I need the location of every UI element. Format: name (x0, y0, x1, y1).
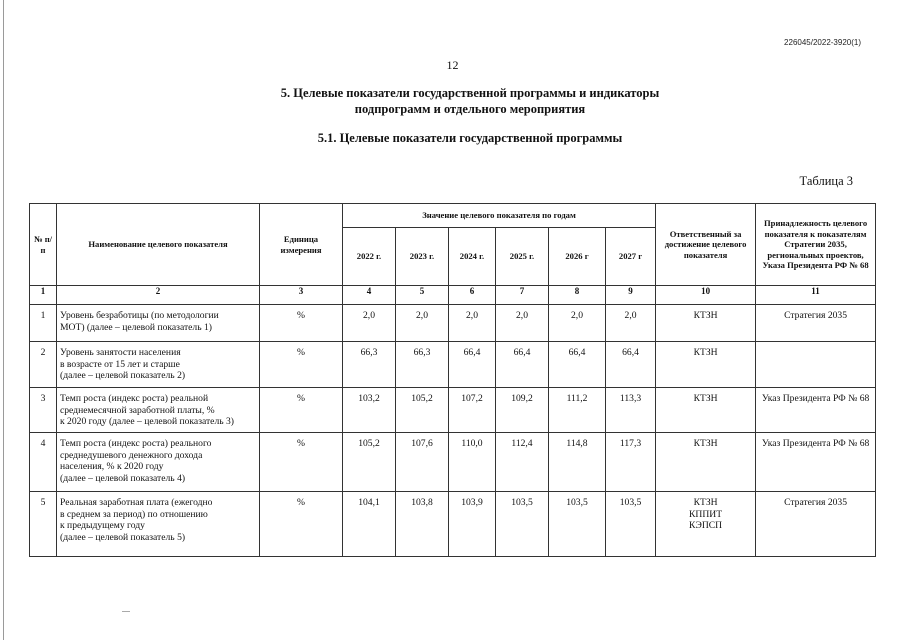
indicator-name-line: населения, % к 2020 году (60, 461, 164, 472)
indicators-table (29, 203, 876, 557)
belonging-cell: Указ Президента РФ № 68 (756, 433, 876, 492)
document-code: 226045/2022-3920(1) (784, 38, 861, 47)
value-cell: 114,8 (549, 433, 606, 492)
indicator-name-line: Темп роста (индекс роста) реального (60, 438, 212, 449)
header-responsible: Ответственный за достижение целевого показателя (656, 204, 756, 286)
unit-cell: % (260, 342, 343, 388)
value-cell: 103,5 (606, 492, 656, 557)
column-number: 1 (30, 286, 57, 305)
row-number: 5 (30, 492, 57, 557)
indicator-name (57, 492, 260, 557)
belonging-cell: Стратегия 2035 (756, 305, 876, 342)
page-number: 12 (446, 58, 459, 72)
value-cell: 107,2 (449, 388, 496, 433)
value-cell: 103,2 (343, 388, 396, 433)
row-number: 2 (30, 342, 57, 388)
indicator-name-line: в среднем за период) по отношению (60, 508, 208, 520)
value-cell: 2,0 (549, 305, 606, 342)
value-cell: 103,5 (496, 492, 549, 557)
section-heading-line: 5. Целевые показатели государственной программы и индикаторы (280, 86, 660, 100)
responsible-entry: КППИТ (689, 508, 723, 520)
unit-cell: % (260, 433, 343, 492)
value-cell: 66,4 (606, 342, 656, 388)
indicator-name-line: (далее – целевой показатель 5) (60, 531, 186, 543)
column-number-row (30, 286, 876, 305)
responsible-cell (656, 305, 756, 342)
header-unit: Единица измерения (260, 204, 343, 286)
responsible-entry: КТЗН (693, 497, 718, 508)
header-values-group: Значение целевого показателя по годам (343, 204, 656, 228)
value-cell: 111,2 (549, 388, 606, 433)
responsible-entry: КТЗН (693, 310, 718, 321)
table-row (30, 433, 876, 492)
section-heading (170, 85, 770, 117)
responsible-cell (656, 342, 756, 388)
responsible-cell (656, 388, 756, 433)
column-number: 3 (260, 286, 343, 305)
value-cell: 109,2 (496, 388, 549, 433)
value-cell: 2,0 (343, 305, 396, 342)
responsible-entry: КТЗН (693, 347, 718, 358)
value-cell: 66,4 (549, 342, 606, 388)
header-num: № п/п (30, 204, 57, 286)
unit-cell: % (260, 305, 343, 342)
indicator-name-line: среднемесячной заработной платы, % (60, 404, 215, 416)
section-heading-line: подпрограмм и отдельного мероприятия (354, 102, 586, 116)
header-name: Наименование целевого показателя (57, 204, 260, 286)
table-row (30, 342, 876, 388)
column-number: 10 (656, 286, 756, 305)
unit-cell: % (260, 492, 343, 557)
value-cell: 66,3 (396, 342, 449, 388)
header-year: 2025 г. (496, 228, 549, 286)
row-number: 3 (30, 388, 57, 433)
indicator-name (57, 433, 260, 492)
column-number: 9 (606, 286, 656, 305)
responsible-entry: КЭПСП (689, 520, 723, 531)
column-number: 6 (449, 286, 496, 305)
value-cell: 2,0 (396, 305, 449, 342)
belonging-cell (756, 342, 876, 388)
value-cell: 66,4 (496, 342, 549, 388)
value-cell: 105,2 (343, 433, 396, 492)
value-cell: 66,3 (343, 342, 396, 388)
value-cell: 2,0 (496, 305, 549, 342)
row-number: 1 (30, 305, 57, 342)
responsible-cell (656, 492, 756, 557)
indicator-name-line: (далее – целевой показатель 2) (60, 370, 186, 381)
responsible-entry: КТЗН (693, 438, 718, 449)
value-cell: 110,0 (449, 433, 496, 492)
responsible-entry: КТЗН (693, 393, 718, 404)
column-number: 4 (343, 286, 396, 305)
indicator-name-line: Реальная заработная плата (ежегодно (60, 497, 213, 508)
indicator-name (57, 342, 260, 388)
indicator-name (57, 388, 260, 433)
column-number: 8 (549, 286, 606, 305)
value-cell: 2,0 (449, 305, 496, 342)
value-cell: 2,0 (606, 305, 656, 342)
header-year: 2024 г. (449, 228, 496, 286)
table-row (30, 305, 876, 342)
header-year: 2023 г. (396, 228, 449, 286)
indicator-name-line: к предыдущему году (60, 520, 145, 531)
header-year: 2022 г. (343, 228, 396, 286)
indicator-name-line: Уровень занятости населения (60, 347, 181, 358)
indicator-name (57, 305, 260, 342)
belonging-cell: Стратегия 2035 (756, 492, 876, 557)
table-header-row (30, 204, 876, 228)
value-cell: 103,9 (449, 492, 496, 557)
indicator-name-line: в возрасте от 15 лет и старше (60, 358, 180, 370)
indicator-name-line: к 2020 году (далее – целевой показатель 3) (60, 416, 234, 427)
value-cell: 103,8 (396, 492, 449, 557)
indicator-name-line: Уровень безработицы (по методологии (60, 310, 219, 321)
value-cell: 105,2 (396, 388, 449, 433)
unit-cell: % (260, 388, 343, 433)
column-number: 7 (496, 286, 549, 305)
value-cell: 112,4 (496, 433, 549, 492)
page-edge-line (3, 0, 4, 640)
subsection-heading: 5.1. Целевые показатели государственной программы (317, 131, 623, 145)
header-year: 2026 г (549, 228, 606, 286)
value-cell: 113,3 (606, 388, 656, 433)
belonging-cell: Указ Президента РФ № 68 (756, 388, 876, 433)
value-cell: 103,5 (549, 492, 606, 557)
table-row (30, 388, 876, 433)
scan-mark (122, 611, 130, 612)
header-year: 2027 г (606, 228, 656, 286)
indicator-name-line: Темп роста (индекс роста) реальной (60, 393, 209, 404)
column-number: 11 (756, 286, 876, 305)
value-cell: 117,3 (606, 433, 656, 492)
table-row (30, 492, 876, 557)
indicator-name-line: МОТ) (далее – целевой показатель 1) (60, 321, 212, 333)
value-cell: 107,6 (396, 433, 449, 492)
value-cell: 66,4 (449, 342, 496, 388)
column-number: 5 (396, 286, 449, 305)
header-belonging: Принадлежность целевого показателя к показателям Стратегии 2035, региональных проектов, Указа Президента РФ № 68 (756, 204, 876, 286)
value-cell: 104,1 (343, 492, 396, 557)
indicator-name-line: (далее – целевой показатель 4) (60, 472, 186, 484)
row-number: 4 (30, 433, 57, 492)
responsible-cell (656, 433, 756, 492)
indicator-name-line: среднедушевого денежного дохода (60, 449, 203, 461)
table-caption: Таблица 3 (799, 174, 853, 188)
column-number: 2 (57, 286, 260, 305)
